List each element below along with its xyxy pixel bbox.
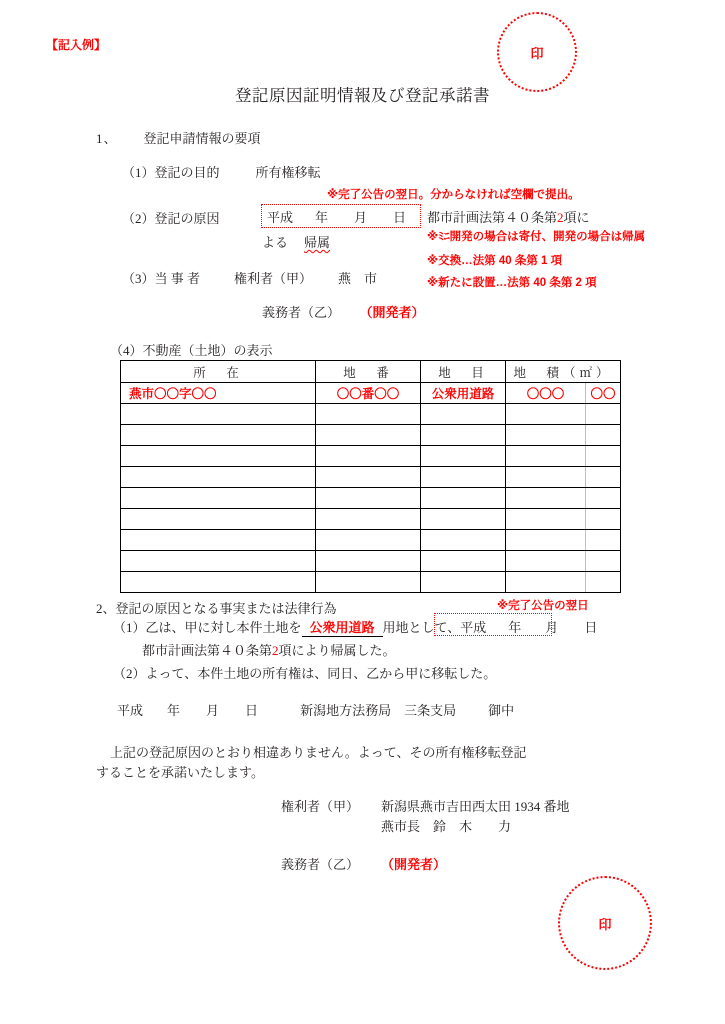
cell-area-sub[interactable] [586,446,621,467]
clause1-day: 日 [584,620,598,635]
cell-area-main[interactable] [506,446,586,467]
cell-area-main[interactable] [506,551,586,572]
seal-stamp-bottom [558,876,652,970]
cause-date-day: 日 [393,210,407,225]
seal-top-label: 印 [530,45,544,61]
cell-area-sub[interactable] [586,488,621,509]
party-otsu-label: 義務者（乙） [262,305,341,320]
annotation-exchange-note: ※交換…法第 40 条第 1 項 [427,255,563,267]
section-2-number: 2、 [96,601,116,616]
item-cause-label: （2）登記の原因 [122,211,220,226]
cell-category[interactable] [421,446,506,467]
cause-law-suffix: 項に [563,210,590,225]
table-header-row [121,361,621,383]
legal-affairs-bureau: 新潟地方法務局 三条支局 [300,703,457,718]
cell-area-main[interactable] [506,467,586,488]
cell-category[interactable]: 公衆用道路 [421,383,506,404]
page-title: 登記原因証明情報及び登記承諾書 [235,86,490,105]
cell-location[interactable] [121,551,316,572]
cell-category[interactable] [421,467,506,488]
cell-area-main[interactable] [506,488,586,509]
clause1-road-type: 公衆用道路 [302,620,383,637]
clause1-line2-prefix: 都市計画法第４０条第 [142,643,273,658]
annotation-new-install-note: ※新たに設置…法第 40 条第 2 項 [427,277,597,289]
cell-area-sub[interactable]: 〇〇 [586,383,621,404]
signature-otsu-value: （開発者） [381,857,447,872]
cell-lot[interactable] [316,446,421,467]
item-parties [122,268,377,287]
honorific: 御中 [488,703,515,718]
section-1-title: 登記申請情報の要項 [143,131,261,146]
cell-area-main[interactable] [506,404,586,425]
annotation-date-note: ※完了公告の翌日。分からなければ空欄で提出。 [327,189,580,201]
cause-law-reference [427,207,590,226]
seal-stamp-top [497,12,577,92]
party-otsu-value: （開発者） [366,305,425,320]
cell-location[interactable] [121,404,316,425]
section-2-clause-1-line2 [142,640,396,659]
header-category: 地 目 [421,361,506,383]
filing-day: 日 [245,703,259,718]
signature-ko-name: 燕市長 鈴 木 力 [381,819,512,834]
cell-area-main[interactable] [506,530,586,551]
closing-statement-line-1: 上記の登記原因のとおり相違ありません。よって、その所有権移転登記 [110,745,527,760]
table-row [121,509,621,530]
signature-ko-address: 新潟県燕市吉田西太田 1934 番地 [381,799,570,814]
seal-bottom-label: 印 [598,916,612,932]
table-row [121,383,621,404]
cell-area-sub[interactable] [586,551,621,572]
clause1-prefix: （1）乙は、甲に対し本件土地を [113,620,302,635]
cell-location[interactable] [121,446,316,467]
cause-date-year: 年 [315,210,329,225]
cell-area-main[interactable] [506,572,586,593]
cause-line2 [262,232,330,251]
clause1-line2-suffix: 項により帰属した。 [278,643,396,658]
cell-location[interactable] [121,530,316,551]
land-table [120,360,621,593]
cell-lot[interactable] [316,509,421,530]
filing-date-line [117,700,514,719]
cell-area-sub[interactable] [586,467,621,488]
party-ko-label: 権利者（甲） [234,271,313,286]
header-area: 地 積（㎡） [506,361,621,383]
signature-ko-label: 権利者（甲） [281,799,360,814]
item-purpose [122,162,321,181]
party-otsu-row [262,302,425,321]
item-cause-label-wrap [122,208,220,227]
cell-area-sub[interactable] [586,425,621,446]
section-2-clause-1 [113,617,597,636]
filing-year: 年 [167,703,181,718]
cell-area-sub[interactable] [586,404,621,425]
cause-date-era: 平成 [267,210,294,225]
cell-location[interactable] [121,509,316,530]
filing-era: 平成 [117,703,144,718]
item-property-label: （4）不動産（土地）の表示 [110,343,273,358]
cause-date-blanks [267,207,406,226]
party-ko-value: 燕 市 [338,271,378,286]
cell-category[interactable] [421,551,506,572]
cell-category[interactable] [421,488,506,509]
clause1-line2-number: 2 [272,643,279,658]
header-location: 所 在 [121,361,316,383]
cell-area-main[interactable]: 〇〇〇 [506,383,586,404]
cell-category[interactable] [421,404,506,425]
cell-lot[interactable] [316,551,421,572]
cell-lot[interactable] [316,425,421,446]
table-row [121,425,621,446]
table-row [121,572,621,593]
cell-area-main[interactable] [506,509,586,530]
table-row [121,488,621,509]
cell-lot[interactable] [316,488,421,509]
closing-statement-line-2: することを承諾いたします。 [96,765,264,780]
header-lot: 地 番 [316,361,421,383]
item-parties-label: （3）当 事 者 [122,271,201,286]
cell-area-sub[interactable] [586,509,621,530]
cell-location[interactable] [121,488,316,509]
item-purpose-label: （1）登記の目的 [122,165,220,180]
example-label: 【記入例】 [46,38,107,52]
table-row [121,467,621,488]
clause1-month: 月 [545,620,559,635]
cell-lot[interactable]: 〇〇番〇〇 [316,383,421,404]
annotation-donation-note: ※ﾐﾆ開発の場合は寄付、開発の場合は帰属 [427,231,646,243]
signature-otsu-label: 義務者（乙） [281,857,360,872]
table-row [121,404,621,425]
cell-area-main[interactable] [506,425,586,446]
cell-area-sub[interactable] [586,572,621,593]
cause-line2-underlined: 帰属 [304,235,331,250]
cell-category[interactable] [421,509,506,530]
table-row [121,530,621,551]
cell-category[interactable] [421,425,506,446]
table-row [121,446,621,467]
cause-law-prefix: 都市計画法第４０条第 [427,210,558,225]
table-row [121,551,621,572]
cell-lot[interactable] [316,404,421,425]
cell-lot[interactable] [316,530,421,551]
cell-location[interactable] [121,425,316,446]
cell-category[interactable] [421,530,506,551]
cause-line2-prefix: よる [262,235,289,250]
cell-location[interactable] [121,572,316,593]
clause1-year: 年 [508,620,522,635]
section-1-number: 1、 [96,131,118,146]
section-2-title: 登記の原因となる事実または法律行為 [115,601,337,616]
cell-location[interactable] [121,467,316,488]
section-2-clause-2: （2）よって、本件土地の所有権は、同日、乙から甲に移転した。 [113,666,497,681]
annotation-section2-note: ※完了公告の翌日 [497,600,589,612]
cell-area-sub[interactable] [586,530,621,551]
cell-location[interactable]: 燕市〇〇字〇〇 [121,383,316,404]
item-purpose-value: 所有権移転 [255,165,321,180]
cell-category[interactable] [421,572,506,593]
cell-lot[interactable] [316,467,421,488]
cell-lot[interactable] [316,572,421,593]
cause-date-month: 月 [354,210,368,225]
section-1-heading [96,128,261,147]
clause1-mid: 用地として、平成 [382,620,487,635]
filing-month: 月 [206,703,220,718]
section-2-heading [96,598,337,617]
cause-law-clause-number: 2 [557,210,564,225]
